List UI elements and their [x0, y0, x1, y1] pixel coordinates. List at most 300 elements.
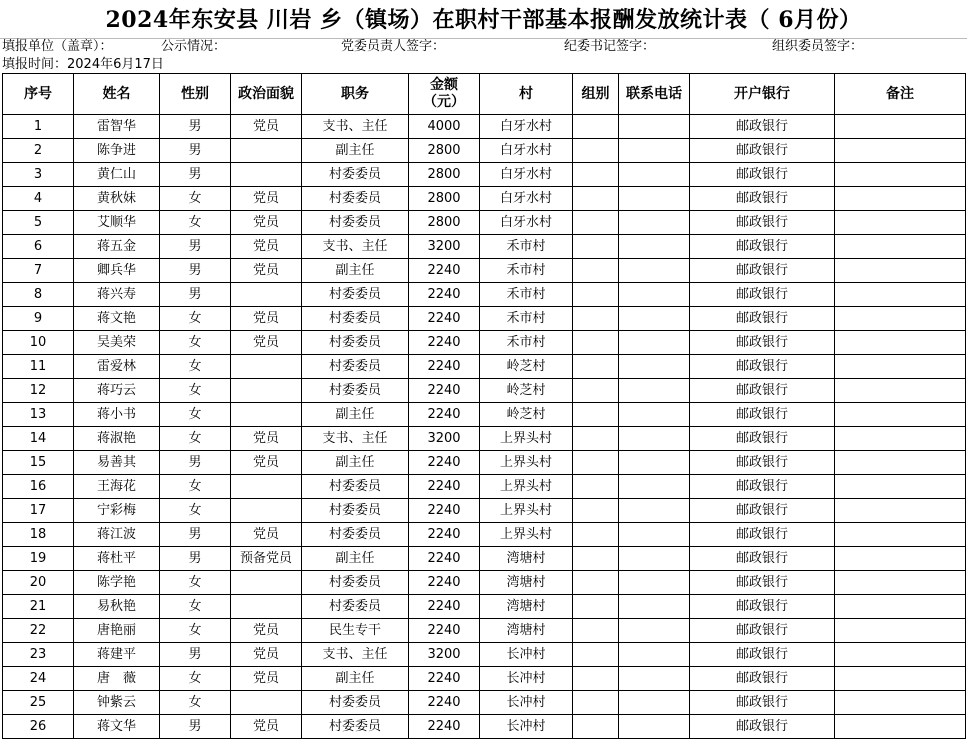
cell-phone — [619, 715, 690, 739]
cell-name: 蒋五金 — [74, 235, 160, 259]
column-header-position: 职务 — [302, 74, 409, 115]
cell-seq: 1 — [3, 115, 74, 139]
cell-group — [573, 115, 619, 139]
column-header-group: 组别 — [573, 74, 619, 115]
column-header-bank: 开户银行 — [690, 74, 835, 115]
cell-bank: 邮政银行 — [690, 115, 835, 139]
cell-village: 湾塘村 — [480, 595, 573, 619]
cell-remark — [835, 619, 966, 643]
cell-remark — [835, 667, 966, 691]
cell-amount: 2240 — [409, 379, 480, 403]
cell-political-status — [231, 499, 302, 523]
cell-position: 支书、主任 — [302, 643, 409, 667]
cell-seq: 6 — [3, 235, 74, 259]
cell-group — [573, 355, 619, 379]
column-header-seq: 序号 — [3, 74, 74, 115]
cell-amount: 2800 — [409, 163, 480, 187]
cell-seq: 5 — [3, 211, 74, 235]
table-row — [3, 115, 966, 139]
cell-group — [573, 499, 619, 523]
cell-remark — [835, 475, 966, 499]
cell-political-status — [231, 283, 302, 307]
publicity-label: 公示情况： — [161, 39, 227, 54]
cell-political-status: 党员 — [231, 307, 302, 331]
cell-group — [573, 595, 619, 619]
cell-gender: 女 — [160, 307, 231, 331]
cell-bank: 邮政银行 — [690, 571, 835, 595]
cell-position: 支书、主任 — [302, 427, 409, 451]
cell-name: 陈争进 — [74, 139, 160, 163]
cell-name: 易善其 — [74, 451, 160, 475]
fill-time: 填报时间：2024年6月17日 — [2, 57, 164, 72]
cell-amount: 2800 — [409, 211, 480, 235]
cell-group — [573, 163, 619, 187]
cell-bank: 邮政银行 — [690, 643, 835, 667]
cell-name: 吴美荣 — [74, 331, 160, 355]
cell-political-status — [231, 163, 302, 187]
cell-gender: 男 — [160, 259, 231, 283]
cell-remark — [835, 259, 966, 283]
table-row — [3, 619, 966, 643]
cell-name: 黄秋妹 — [74, 187, 160, 211]
cell-remark — [835, 595, 966, 619]
table-row — [3, 163, 966, 187]
cell-group — [573, 667, 619, 691]
cell-bank: 邮政银行 — [690, 331, 835, 355]
cell-gender: 女 — [160, 331, 231, 355]
cell-name: 蒋江波 — [74, 523, 160, 547]
cell-phone — [619, 379, 690, 403]
cell-bank: 邮政银行 — [690, 475, 835, 499]
cell-amount: 2240 — [409, 283, 480, 307]
cell-amount: 2800 — [409, 139, 480, 163]
cell-bank: 邮政银行 — [690, 163, 835, 187]
cell-gender: 女 — [160, 595, 231, 619]
cell-amount: 2240 — [409, 307, 480, 331]
cell-remark — [835, 451, 966, 475]
cell-position: 村委委员 — [302, 475, 409, 499]
cell-amount: 2240 — [409, 667, 480, 691]
cell-name: 蒋巧云 — [74, 379, 160, 403]
table-row — [3, 139, 966, 163]
cell-remark — [835, 139, 966, 163]
cell-village: 湾塘村 — [480, 547, 573, 571]
cell-seq: 8 — [3, 283, 74, 307]
cell-village: 白牙水村 — [480, 115, 573, 139]
cell-position: 村委委员 — [302, 211, 409, 235]
cell-seq: 11 — [3, 355, 74, 379]
cell-amount: 2240 — [409, 619, 480, 643]
cell-seq: 16 — [3, 475, 74, 499]
cell-village: 白牙水村 — [480, 211, 573, 235]
cell-amount: 2240 — [409, 355, 480, 379]
table-row — [3, 331, 966, 355]
cell-village: 岭芝村 — [480, 379, 573, 403]
cell-group — [573, 547, 619, 571]
cell-village: 长冲村 — [480, 643, 573, 667]
cell-group — [573, 691, 619, 715]
cell-position: 村委委员 — [302, 595, 409, 619]
cell-bank: 邮政银行 — [690, 283, 835, 307]
cell-amount: 2240 — [409, 403, 480, 427]
cell-amount: 2240 — [409, 331, 480, 355]
cell-name: 雷爱林 — [74, 355, 160, 379]
cell-phone — [619, 163, 690, 187]
cell-political-status — [231, 475, 302, 499]
cell-group — [573, 187, 619, 211]
table-row — [3, 307, 966, 331]
cell-remark — [835, 187, 966, 211]
cell-seq: 26 — [3, 715, 74, 739]
cell-bank: 邮政银行 — [690, 451, 835, 475]
cell-remark — [835, 355, 966, 379]
cell-village: 禾市村 — [480, 235, 573, 259]
cell-phone — [619, 451, 690, 475]
cell-bank: 邮政银行 — [690, 691, 835, 715]
cell-remark — [835, 115, 966, 139]
cell-political-status — [231, 379, 302, 403]
cell-phone — [619, 571, 690, 595]
cell-name: 蒋小书 — [74, 403, 160, 427]
cell-phone — [619, 235, 690, 259]
cell-remark — [835, 283, 966, 307]
cell-name: 蒋杜平 — [74, 547, 160, 571]
cell-name: 陈学艳 — [74, 571, 160, 595]
cell-village: 长冲村 — [480, 691, 573, 715]
cell-phone — [619, 475, 690, 499]
column-header-political-status: 政治面貌 — [231, 74, 302, 115]
table-row — [3, 403, 966, 427]
cell-group — [573, 139, 619, 163]
cell-seq: 4 — [3, 187, 74, 211]
cell-bank: 邮政银行 — [690, 499, 835, 523]
cell-amount: 2240 — [409, 547, 480, 571]
reporting-unit-label: 填报单位（盖章）： — [2, 39, 113, 54]
cell-political-status: 党员 — [231, 451, 302, 475]
cell-seq: 22 — [3, 619, 74, 643]
table-row — [3, 667, 966, 691]
column-header-name: 姓名 — [74, 74, 160, 115]
cell-amount: 2240 — [409, 259, 480, 283]
column-header-gender: 性别 — [160, 74, 231, 115]
cell-position: 副主任 — [302, 139, 409, 163]
cell-group — [573, 451, 619, 475]
cell-position: 村委委员 — [302, 523, 409, 547]
column-header-phone: 联系电话 — [619, 74, 690, 115]
salary-table — [2, 73, 966, 739]
cell-name: 钟紫云 — [74, 691, 160, 715]
cell-remark — [835, 235, 966, 259]
cell-gender: 男 — [160, 139, 231, 163]
cell-seq: 3 — [3, 163, 74, 187]
organization-member-signature-label: 组织委员签字： — [772, 39, 864, 54]
cell-name: 唐艳丽 — [74, 619, 160, 643]
cell-remark — [835, 211, 966, 235]
cell-bank: 邮政银行 — [690, 259, 835, 283]
cell-position: 村委委员 — [302, 499, 409, 523]
cell-political-status: 党员 — [231, 259, 302, 283]
cell-gender: 女 — [160, 619, 231, 643]
table-row — [3, 715, 966, 739]
table-row — [3, 643, 966, 667]
cell-phone — [619, 595, 690, 619]
cell-village: 白牙水村 — [480, 163, 573, 187]
cell-political-status: 党员 — [231, 619, 302, 643]
cell-phone — [619, 331, 690, 355]
cell-political-status — [231, 403, 302, 427]
cell-amount: 2240 — [409, 523, 480, 547]
cell-group — [573, 211, 619, 235]
cell-phone — [619, 691, 690, 715]
cell-bank: 邮政银行 — [690, 379, 835, 403]
cell-gender: 男 — [160, 163, 231, 187]
cell-phone — [619, 523, 690, 547]
cell-phone — [619, 307, 690, 331]
cell-name: 易秋艳 — [74, 595, 160, 619]
cell-remark — [835, 403, 966, 427]
cell-group — [573, 715, 619, 739]
cell-group — [573, 235, 619, 259]
cell-political-status: 党员 — [231, 715, 302, 739]
cell-gender: 男 — [160, 715, 231, 739]
cell-group — [573, 331, 619, 355]
cell-name: 蒋文华 — [74, 715, 160, 739]
cell-village: 禾市村 — [480, 259, 573, 283]
cell-village: 湾塘村 — [480, 619, 573, 643]
cell-gender: 女 — [160, 499, 231, 523]
cell-phone — [619, 355, 690, 379]
cell-village: 长冲村 — [480, 667, 573, 691]
cell-village: 长冲村 — [480, 715, 573, 739]
cell-village: 禾市村 — [480, 331, 573, 355]
cell-position: 村委委员 — [302, 355, 409, 379]
cell-remark — [835, 163, 966, 187]
cell-name: 黄仁山 — [74, 163, 160, 187]
cell-bank: 邮政银行 — [690, 139, 835, 163]
table-row — [3, 211, 966, 235]
cell-phone — [619, 283, 690, 307]
cell-phone — [619, 427, 690, 451]
cell-seq: 18 — [3, 523, 74, 547]
cell-name: 唐 薇 — [74, 667, 160, 691]
cell-political-status: 党员 — [231, 115, 302, 139]
cell-bank: 邮政银行 — [690, 595, 835, 619]
cell-position: 村委委员 — [302, 283, 409, 307]
cell-political-status — [231, 595, 302, 619]
cell-group — [573, 259, 619, 283]
cell-remark — [835, 379, 966, 403]
cell-seq: 19 — [3, 547, 74, 571]
cell-bank: 邮政银行 — [690, 235, 835, 259]
cell-village: 白牙水村 — [480, 139, 573, 163]
cell-amount: 2240 — [409, 571, 480, 595]
table-row — [3, 547, 966, 571]
cell-village: 禾市村 — [480, 307, 573, 331]
cell-gender: 男 — [160, 523, 231, 547]
cell-political-status — [231, 691, 302, 715]
cell-amount: 2800 — [409, 187, 480, 211]
cell-group — [573, 403, 619, 427]
table-row — [3, 259, 966, 283]
cell-seq: 21 — [3, 595, 74, 619]
cell-group — [573, 643, 619, 667]
cell-position: 村委委员 — [302, 715, 409, 739]
cell-position: 村委委员 — [302, 163, 409, 187]
cell-remark — [835, 643, 966, 667]
cell-amount: 3200 — [409, 643, 480, 667]
cell-seq: 25 — [3, 691, 74, 715]
cell-village: 白牙水村 — [480, 187, 573, 211]
cell-position: 副主任 — [302, 667, 409, 691]
cell-gender: 女 — [160, 211, 231, 235]
cell-amount: 2240 — [409, 499, 480, 523]
cell-gender: 男 — [160, 643, 231, 667]
cell-name: 蒋文艳 — [74, 307, 160, 331]
cell-village: 湾塘村 — [480, 571, 573, 595]
cell-seq: 10 — [3, 331, 74, 355]
cell-amount: 3200 — [409, 427, 480, 451]
cell-political-status: 党员 — [231, 427, 302, 451]
table-row — [3, 499, 966, 523]
cell-seq: 13 — [3, 403, 74, 427]
cell-position: 支书、主任 — [302, 235, 409, 259]
cell-name: 蒋兴寿 — [74, 283, 160, 307]
cell-phone — [619, 211, 690, 235]
cell-group — [573, 475, 619, 499]
cell-gender: 女 — [160, 667, 231, 691]
cell-bank: 邮政银行 — [690, 715, 835, 739]
cell-village: 上界头村 — [480, 475, 573, 499]
cell-political-status: 党员 — [231, 235, 302, 259]
cell-gender: 女 — [160, 571, 231, 595]
table-row — [3, 475, 966, 499]
cell-position: 支书、主任 — [302, 115, 409, 139]
cell-phone — [619, 499, 690, 523]
cell-position: 村委委员 — [302, 307, 409, 331]
cell-gender: 女 — [160, 475, 231, 499]
cell-bank: 邮政银行 — [690, 307, 835, 331]
cell-position: 副主任 — [302, 547, 409, 571]
cell-gender: 女 — [160, 691, 231, 715]
cell-seq: 7 — [3, 259, 74, 283]
cell-political-status — [231, 355, 302, 379]
cell-name: 雷智华 — [74, 115, 160, 139]
cell-village: 禾市村 — [480, 283, 573, 307]
cell-remark — [835, 571, 966, 595]
cell-political-status — [231, 571, 302, 595]
cell-group — [573, 523, 619, 547]
cell-seq: 17 — [3, 499, 74, 523]
table-row — [3, 379, 966, 403]
column-header-amount: 金额（元） — [409, 74, 480, 115]
cell-group — [573, 427, 619, 451]
cell-amount: 2240 — [409, 475, 480, 499]
cell-seq: 15 — [3, 451, 74, 475]
cell-political-status: 党员 — [231, 667, 302, 691]
cell-gender: 男 — [160, 547, 231, 571]
cell-name: 王海花 — [74, 475, 160, 499]
cell-village: 上界头村 — [480, 427, 573, 451]
cell-gender: 女 — [160, 379, 231, 403]
cell-group — [573, 379, 619, 403]
cell-phone — [619, 403, 690, 427]
cell-position: 村委委员 — [302, 331, 409, 355]
cell-gender: 男 — [160, 283, 231, 307]
cell-group — [573, 307, 619, 331]
cell-seq: 9 — [3, 307, 74, 331]
cell-bank: 邮政银行 — [690, 403, 835, 427]
cell-seq: 24 — [3, 667, 74, 691]
cell-name: 蒋建平 — [74, 643, 160, 667]
cell-seq: 20 — [3, 571, 74, 595]
table-row — [3, 451, 966, 475]
cell-phone — [619, 547, 690, 571]
cell-amount: 4000 — [409, 115, 480, 139]
cell-name: 艾顺华 — [74, 211, 160, 235]
cell-bank: 邮政银行 — [690, 619, 835, 643]
cell-political-status: 党员 — [231, 187, 302, 211]
cell-village: 上界头村 — [480, 451, 573, 475]
cell-position: 村委委员 — [302, 571, 409, 595]
cell-phone — [619, 139, 690, 163]
cell-amount: 3200 — [409, 235, 480, 259]
cell-position: 村委委员 — [302, 187, 409, 211]
cell-remark — [835, 715, 966, 739]
cell-political-status: 党员 — [231, 331, 302, 355]
cell-political-status: 党员 — [231, 643, 302, 667]
cell-seq: 23 — [3, 643, 74, 667]
cell-seq: 2 — [3, 139, 74, 163]
column-header-remark: 备注 — [835, 74, 966, 115]
cell-political-status: 党员 — [231, 523, 302, 547]
cell-gender: 男 — [160, 235, 231, 259]
cell-bank: 邮政银行 — [690, 187, 835, 211]
cell-name: 宁彩梅 — [74, 499, 160, 523]
cell-gender: 女 — [160, 355, 231, 379]
cell-position: 副主任 — [302, 451, 409, 475]
cell-group — [573, 619, 619, 643]
table-header-row — [3, 74, 966, 115]
cell-remark — [835, 307, 966, 331]
table-row — [3, 595, 966, 619]
cell-remark — [835, 331, 966, 355]
table-row — [3, 523, 966, 547]
cell-remark — [835, 547, 966, 571]
page-title: 2024年东安县 川岩 乡（镇场）在职村干部基本报酬发放统计表（ 6月份） — [105, 7, 862, 33]
cell-village: 岭芝村 — [480, 403, 573, 427]
cell-bank: 邮政银行 — [690, 667, 835, 691]
cell-remark — [835, 523, 966, 547]
cell-political-status — [231, 139, 302, 163]
cell-gender: 男 — [160, 451, 231, 475]
cell-phone — [619, 619, 690, 643]
cell-phone — [619, 115, 690, 139]
table-row — [3, 283, 966, 307]
cell-remark — [835, 691, 966, 715]
cell-name: 蒋淑艳 — [74, 427, 160, 451]
cell-bank: 邮政银行 — [690, 211, 835, 235]
column-header-village: 村 — [480, 74, 573, 115]
cell-village: 岭芝村 — [480, 355, 573, 379]
signature-line — [2, 38, 967, 56]
discipline-secretary-signature-label: 纪委书记签字： — [564, 39, 656, 54]
table-row — [3, 235, 966, 259]
cell-bank: 邮政银行 — [690, 547, 835, 571]
cell-amount: 2240 — [409, 595, 480, 619]
cell-gender: 女 — [160, 403, 231, 427]
cell-political-status: 预备党员 — [231, 547, 302, 571]
table-body — [3, 115, 966, 739]
